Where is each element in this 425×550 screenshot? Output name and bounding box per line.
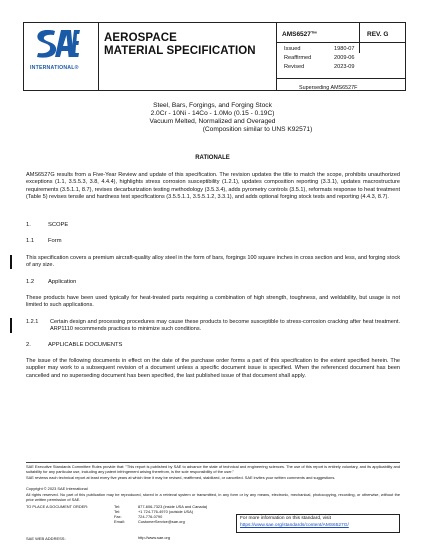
section-title: Application: [48, 279, 77, 285]
order-key: Tel:: [114, 504, 121, 509]
header-divider: [276, 78, 405, 79]
section-number: 2.: [26, 342, 31, 348]
doc-type-title: [104, 32, 256, 58]
footer-rule: [26, 462, 400, 463]
rationale-text: AMS6527G results from a Five-Year Review and update of this specification. The revision updates the title to match the scope, prohibits unauthorized exceptions (1.1, 3.5.5.3, 3.8, 4.4.4), highlights stress corrosion susceptibility (1.2.1), updates composition reporting (3.3.1), updates macrostructure requirements (3.5.1.1, 8.7), revises decarburization testing methodology (3.5.3.4), adds pyrometry controls (3.5.1), reformats response to heat treatment (Table 5) revises tensile and hardness test specifications (3.5.5.1.1, 3.5.5.1.2, 3.3.1), and adds optional forging stock tests and reporting (4.4.3, 8.7).: [26, 172, 400, 200]
footer-rights: All rights reserved. No part of this publication may be reproduced, stored in a retrieval system or transmitted, in any form or by any means, electronic, mechanical, photocopying, recording, or otherwise, without the prior written permission of SAE.: [26, 492, 400, 502]
header-divider: [359, 23, 360, 53]
more-info-text: For more information on this standard, visit: [240, 516, 331, 521]
superseding-note: Superseding AMS6527F: [299, 85, 358, 91]
order-value: 724-776-0790: [138, 514, 163, 519]
subsection-heading-form: [26, 238, 62, 244]
order-value: 877-606-7323 (inside USA and Canada): [138, 504, 208, 509]
subject-line: Vacuum Melted, Normalized and Overaged: [149, 118, 276, 125]
section-heading-scope: [26, 222, 68, 228]
footer-review-note: SAE reviews each technical report at least every five years at which time it may be revised, reaffirmed, stabilized, or cancelled. SAE invites your written comments and suggestions.: [26, 475, 336, 480]
header-divider: [276, 23, 277, 90]
footer-disclaimer: SAE Executive Standards Committee Rules provide that: "This report is published by SAE to advance the state of technical and engineering sciences. The use of this report is entirely voluntary, and its applicability and suitability for any particular use, including any patent infringement arising therefrom, is the sole responsibility of the user.": [26, 464, 400, 474]
subject-line: (Composition similar to UNS K92571): [202, 126, 313, 133]
order-email[interactable]: CustomerService@sae.org: [138, 519, 185, 524]
order-website[interactable]: http://www.sae.org: [138, 535, 171, 540]
subsection-1-2-1-number: 1.2.1: [26, 319, 39, 325]
section-number: 1.: [26, 222, 31, 228]
change-bar: [10, 255, 12, 269]
title-line-1: AEROSPACE: [104, 32, 177, 44]
revision-label: REV. G: [367, 31, 389, 38]
title-line-2: MATERIAL SPECIFICATION: [104, 45, 256, 57]
section-heading-applicable-documents: [26, 342, 122, 348]
header-divider: [276, 42, 405, 43]
section-text-form: This specification covers a premium aircraft-quality alloy steel in the form of bars, forgings 100 square inches in cross section and less, and forging stock of any size.: [26, 255, 400, 269]
logo-subtext: INTERNATIONAL®: [30, 65, 79, 71]
order-key: Email:: [114, 519, 125, 524]
section-number: 1.2: [26, 279, 35, 285]
section-title: Form: [48, 238, 62, 244]
order-key: Fax:: [114, 514, 122, 519]
date-label-reaffirmed: Reaffirmed: [284, 55, 312, 61]
change-bar: [10, 318, 12, 333]
subject-line: 2.0Cr - 10Ni - 14Co - 1.0Mo (0.15 - 0.19C): [150, 110, 275, 117]
subject-line: Steel, Bars, Forgings, and Forging Stock: [153, 102, 272, 109]
spec-number: AMS6527™: [282, 31, 318, 38]
more-info-link[interactable]: https://www.sae.org/standards/content/AMS6527G/: [240, 523, 349, 528]
footer-copyright: Copyright © 2023 SAE International: [26, 486, 88, 491]
date-value-reaffirmed: 2009-06: [334, 55, 355, 61]
subsection-heading-application: [26, 279, 76, 285]
header-divider: [98, 23, 99, 90]
date-label-issued: Issued: [284, 46, 301, 52]
section-text-application: These products have been used typically for heat-treated parts requiring a combination of high strength, toughness, and weldability, but usage is not limited to such applications.: [26, 295, 400, 309]
date-label-revised: Revised: [284, 64, 305, 70]
order-label: TO PLACE A DOCUMENT ORDER:: [26, 504, 89, 509]
order-value: +1 724-776-4970 (outside USA): [138, 509, 194, 514]
section-text-1-2-1: Certain design and processing procedures may cause these products to become susceptible to stress-corrosion cracking after heat treatment. ARP1110 recommends practices to minimize such conditions.: [50, 319, 400, 333]
rationale-heading: RATIONALE: [195, 155, 230, 161]
order-key: Tel:: [114, 509, 121, 514]
date-value-revised: 2023-09: [334, 64, 355, 70]
section-title: APPLICABLE DOCUMENTS: [48, 342, 123, 348]
section-number: 1.1: [26, 238, 35, 244]
date-value-issued: 1980-07: [334, 46, 355, 52]
section-title: SCOPE: [48, 222, 69, 228]
section-text-applicable-documents: The issue of the following documents in effect on the date of the purchase order forms a part of this specification to the extent specified herein. The supplier may work to a subsequent revision of a document unless a specific document issue is specified. When the referenced document has been cancelled and no superseding document has been specified, the last published issue of that document shall apply.: [26, 358, 400, 379]
web-address-label: SAE WEB ADDRESS:: [26, 536, 66, 541]
